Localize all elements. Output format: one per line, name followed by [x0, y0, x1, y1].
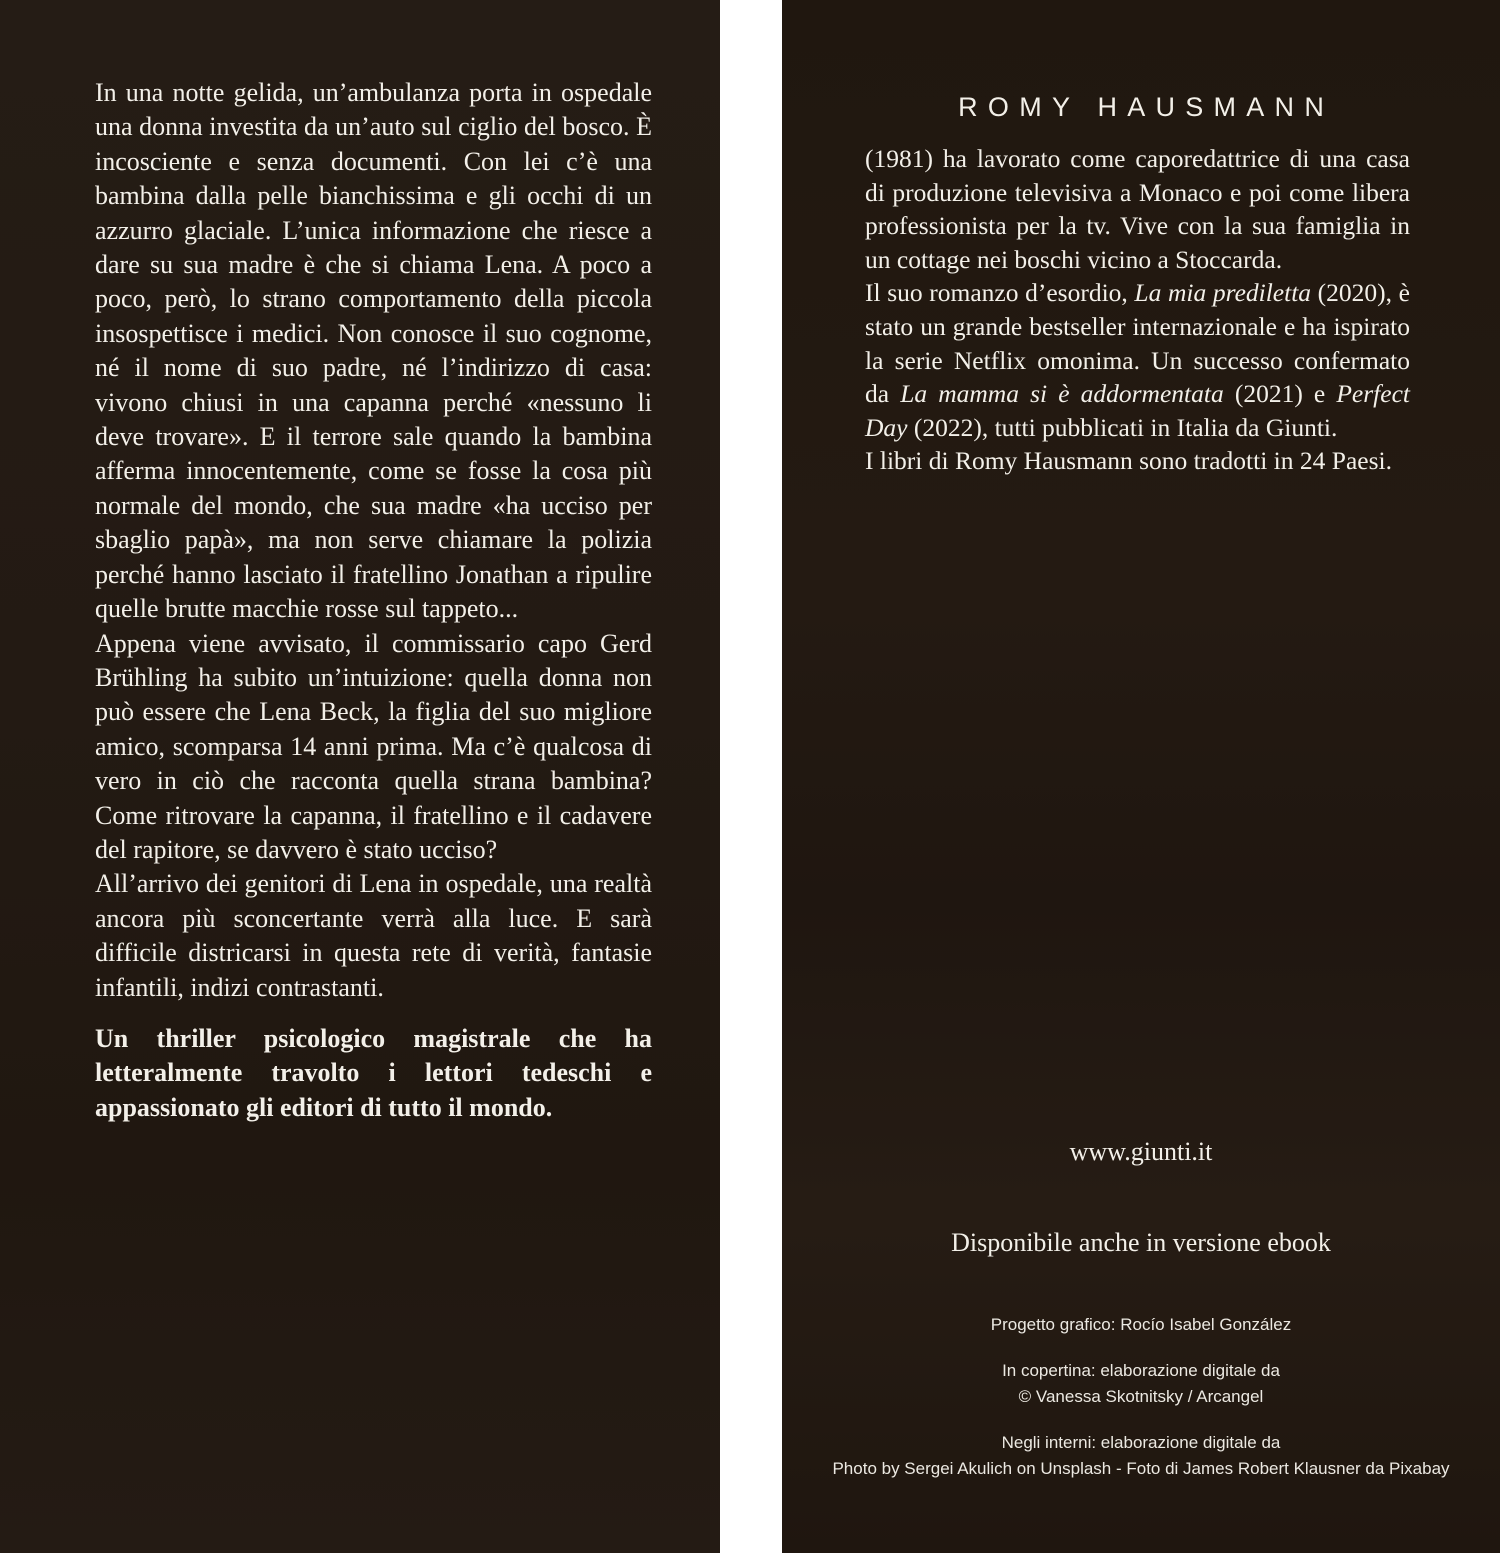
paragraph	[865, 276, 1410, 444]
text-segment: Il suo romanzo d’esordio,	[865, 278, 1135, 308]
ebook-availability-note: Disponibile anche in versione ebook	[951, 1228, 1331, 1257]
text-segment: La mia prediletta	[1134, 278, 1312, 308]
interior-credit-line-1: Negli interni: elaborazione digitale da	[1001, 1433, 1281, 1452]
text-segment: I libri di Romy Hausmann sono tradotti in 24 Paesi.	[865, 446, 1392, 476]
interior-credit-line-2: Photo by Sergei Akulich on Unsplash - Foto di James Robert Klausner da Pixabay	[832, 1459, 1450, 1478]
credits-block	[802, 1312, 1480, 1502]
left-flap	[0, 0, 720, 1553]
design-credit-line: Progetto grafico: Rocío Isabel González	[990, 1315, 1292, 1334]
design-credit	[802, 1312, 1480, 1338]
paragraph	[95, 867, 652, 1005]
text-segment: (1981) ha lavorato come caporedattrice di una casa di produzione televisiva a Monaco e poi come libera professionista per la tv. Vive con la sua famiglia in un cottage nei boschi vicino a Stoccarda.	[865, 144, 1410, 274]
paragraph-bold	[95, 1022, 652, 1125]
text-segment: (2021) e	[1223, 379, 1337, 409]
flap-gutter	[720, 0, 782, 1553]
text-segment: Appena viene avvisato, il commissario capo Gerd Brühling ha subito un’intuizione: quella donna non può essere che Lena Beck, la figlia del suo migliore amico, scomparsa 14 anni prima. Ma c’è qualcosa di vero in ciò che racconta quella strana bambina? Come ritrovare la capanna, il fratellino e il cadavere del rapitore, se davvero è stato ucciso?	[95, 628, 652, 864]
text-segment: Perfect Day	[865, 379, 1410, 442]
text-segment: La mamma si è addormentata	[900, 379, 1224, 409]
text-segment: Un thriller psicologico magistrale che ha letteralmente travolto i lettori tedeschi e appassionato gli editori di tutto il mondo.	[95, 1023, 652, 1122]
cover-credit	[802, 1358, 1480, 1410]
paragraph	[95, 76, 652, 627]
cover-credit-line-1: In copertina: elaborazione digitale da	[1002, 1361, 1280, 1380]
author-bio-block	[865, 142, 1410, 478]
author-name: ROMY HAUSMANN	[958, 92, 1335, 122]
text-segment: (2022), tutti pubblicati in Italia da Giunti.	[907, 412, 1338, 442]
synopsis-text-block	[95, 76, 652, 1125]
interior-credit	[802, 1430, 1480, 1482]
text-segment: All’arrivo dei genitori di Lena in ospedale, una realtà ancora più sconcertante verrà alla luce. E sarà difficile districarsi in questa rete di verità, fantasie infantili, indizi contrastanti.	[95, 869, 652, 1002]
paragraph	[865, 142, 1410, 276]
text-segment: In una notte gelida, un’ambulanza porta in ospedale una donna investita da un’auto sul ciglio del bosco. È incosciente e senza documenti. Con lei c’è una bambina dalla pelle bianchissima e gli occhi di un azzurro glaciale. L’unica informazione che riesce a dare su sua madre è che si chiama Lena. A poco a poco, però, lo strano comportamento della piccola insospettisce i medici. Non conosce il suo cognome, né il nome di suo padre, né l’indirizzo di casa: vivono chiusi in una capanna perché «nessuno li deve trovare». E il terrore sale quando la bambina afferma innocentemente, come se fosse la cosa più normale del mondo, che sua madre «ha ucciso per sbaglio papà», ma non serve chiamare la polizia perché hanno lasciato il fratellino Jonathan a ripulire quelle brutte macchie rosse sul tappeto...	[95, 78, 652, 624]
right-flap	[782, 0, 1500, 1553]
text-segment: (2020), è stato un grande bestseller internazionale e ha ispirato la serie Netflix omonima. Un successo confermato da	[865, 278, 1410, 409]
paragraph	[95, 627, 652, 868]
paragraph	[865, 444, 1410, 478]
cover-credit-line-2: © Vanessa Skotnitsky / Arcangel	[1018, 1387, 1264, 1406]
publisher-website: www.giunti.it	[1069, 1137, 1213, 1166]
